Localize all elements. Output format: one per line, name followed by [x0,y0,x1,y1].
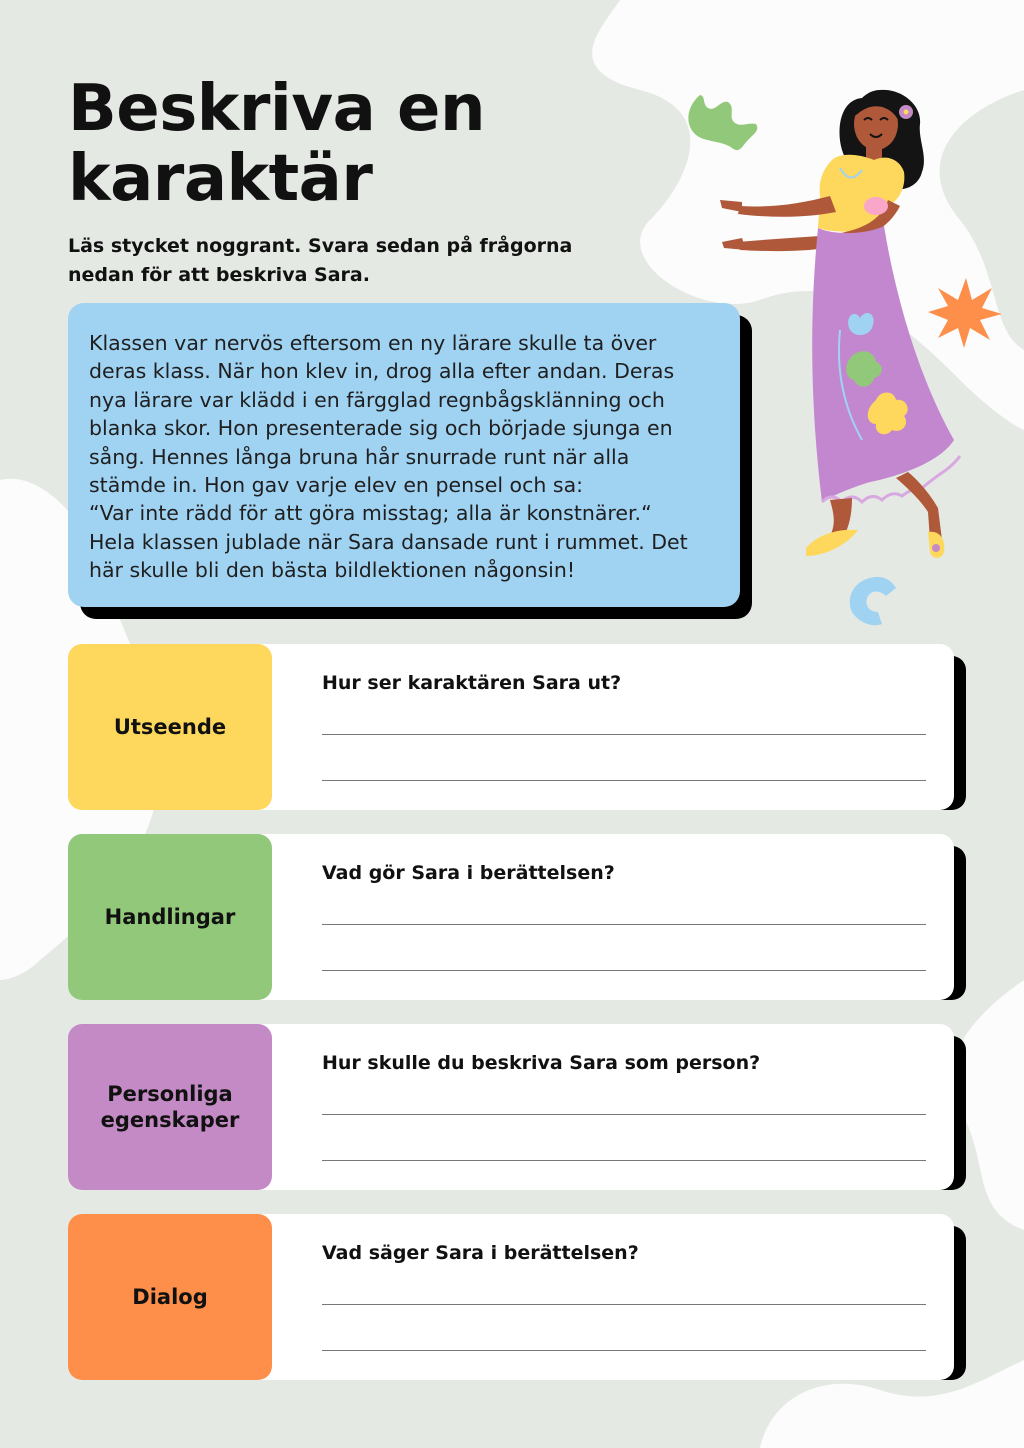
page-title: Beskriva en karaktär [68,72,485,216]
section-row-personliga-egenskaper [68,1024,966,1190]
question-text: Vad gör Sara i berättelsen? [322,862,615,884]
question-text: Hur skulle du beskriva Sara som person? [322,1052,761,1074]
woman-dancing-illustration [680,80,1010,640]
answer-line[interactable] [322,1160,926,1161]
section-row-utseende [68,644,966,810]
question-text: Vad säger Sara i berättelsen? [322,1242,639,1264]
answer-line[interactable] [322,780,926,781]
instructions: Läs stycket noggrant. Svara sedan på frågorna nedan för att beskriva Sara. [68,235,573,286]
answer-line[interactable] [322,1114,926,1115]
section-label-utseende: Utseende [68,644,272,810]
orange-star-shape [928,278,1002,348]
story-text: Klassen var nervös eftersom en ny lärare skulle ta över deras klass. När hon klev in, drog alla efter andan. Deras nya lärare var klädd i en färgglad regnbågsklänning och blanka skor. Hon presenterade sig och började sjunga en sång. Hennes långa bruna hår snurrade runt när alla stämde in. Hon gav varje elev en pensel och sa: “Var inte rädd för att göra misstag; alla är konstnärer.“ Hela klassen jublade när Sara dansade runt i rummet. Det här skulle bli den bästa bildlektionen någonsin! [89,331,688,583]
answer-line[interactable] [322,970,926,971]
answer-line[interactable] [322,734,926,735]
section-label-dialog: Dialog [68,1214,272,1380]
section-label-personliga-egenskaper: Personliga egenskaper [68,1024,272,1190]
section-row-dialog [68,1214,966,1380]
section-row-handlingar [68,834,966,1000]
blue-arc-shape [850,577,896,625]
answer-line[interactable] [322,924,926,925]
section-label-handlingar: Handlingar [68,834,272,1000]
green-leaf-shape [688,95,757,150]
story-box [68,303,740,607]
question-text: Hur ser karaktären Sara ut? [322,672,622,694]
answer-line[interactable] [322,1304,926,1305]
answer-line[interactable] [322,1350,926,1351]
